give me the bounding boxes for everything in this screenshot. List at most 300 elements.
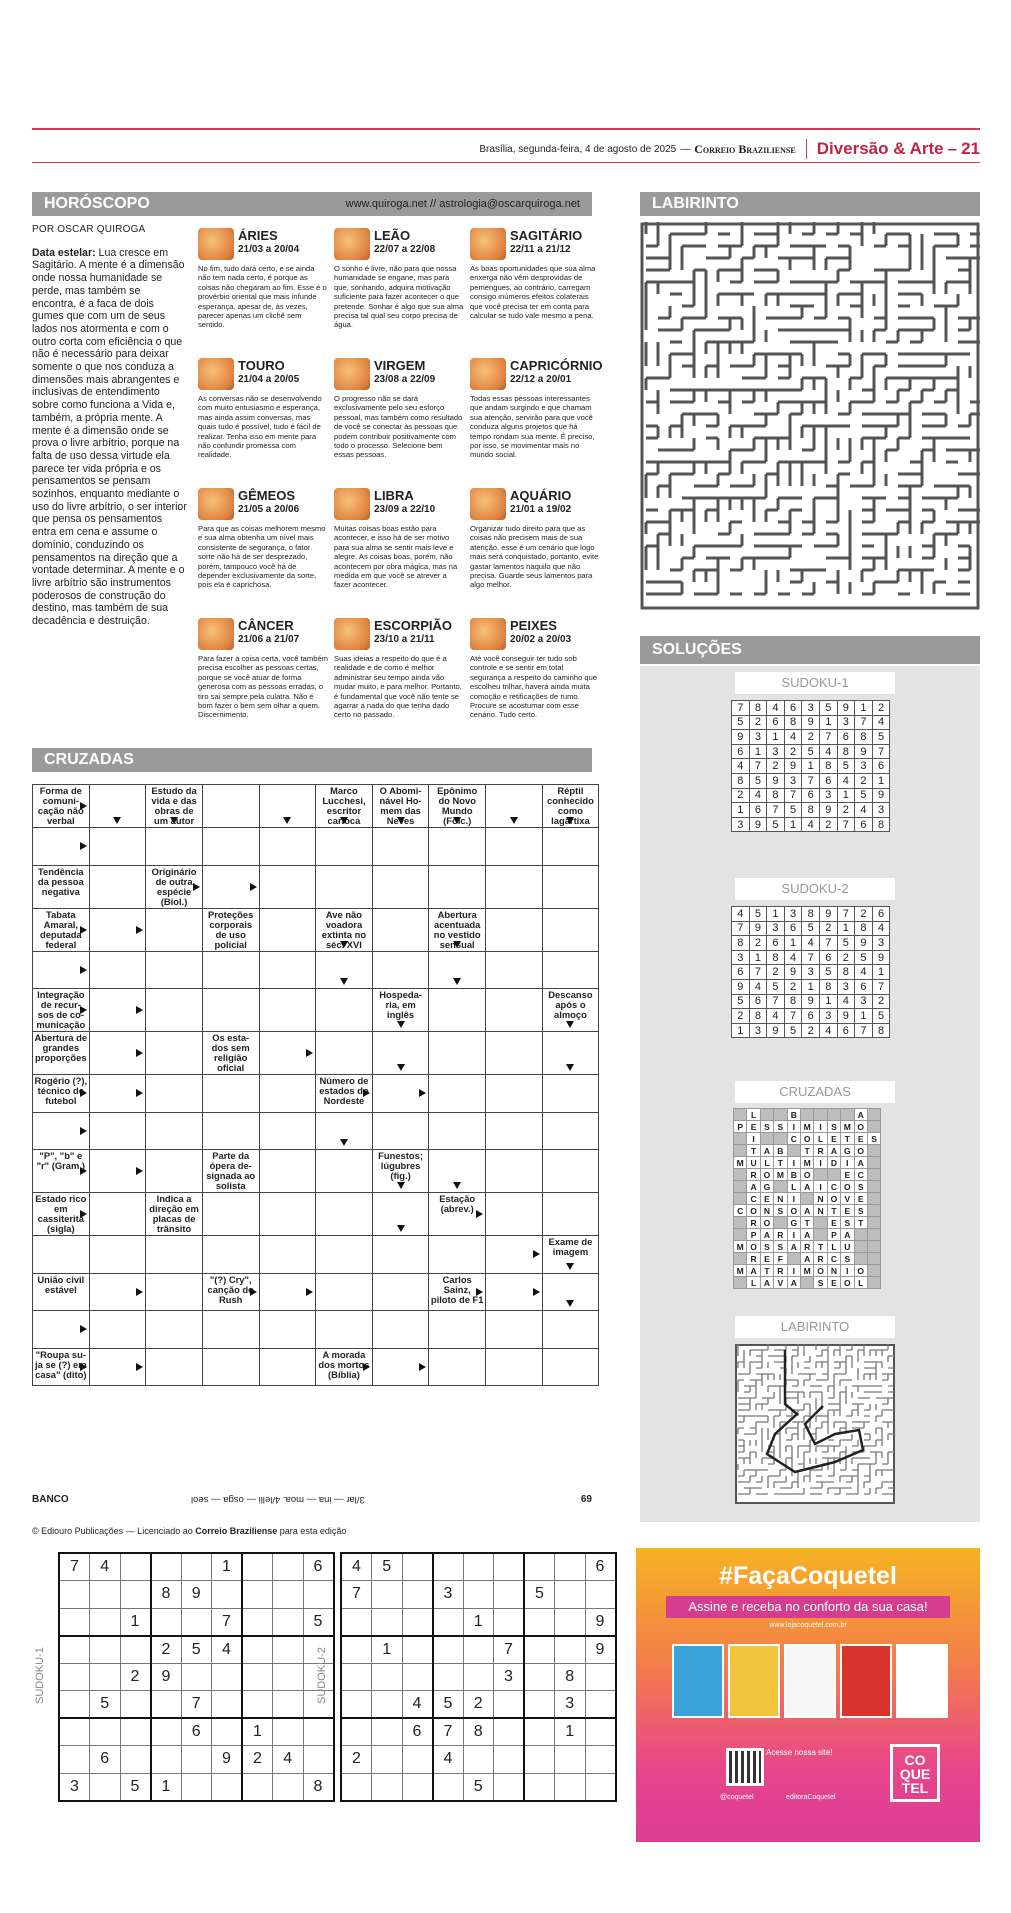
- crossword-cell[interactable]: [486, 828, 543, 866]
- sudoku1-cell[interactable]: [59, 1663, 90, 1691]
- crossword-clue: Ave não voadora extinta no séc. XVI: [316, 908, 373, 951]
- sudoku2-cell[interactable]: [463, 1746, 494, 1774]
- sudoku1-cell[interactable]: [90, 1581, 121, 1609]
- crossword-cell[interactable]: [486, 1236, 543, 1274]
- sol-cruzadas-cell: B: [774, 1145, 787, 1157]
- sol-sudoku1-cell: 1: [749, 744, 767, 759]
- sudoku2-cell[interactable]: [494, 1718, 525, 1746]
- sudoku2-cell[interactable]: [372, 1691, 403, 1719]
- sudoku1-cell[interactable]: [181, 1773, 212, 1801]
- sudoku2-cell[interactable]: [372, 1718, 403, 1746]
- sudoku2-cell[interactable]: [555, 1581, 586, 1609]
- crossword-cell[interactable]: [316, 865, 373, 908]
- sudoku1-cell[interactable]: [273, 1663, 304, 1691]
- sol-cruzadas-cell: S: [774, 1241, 787, 1253]
- sol-cruzadas-cell: R: [800, 1241, 813, 1253]
- crossword-cell[interactable]: [259, 1112, 316, 1150]
- crossword-cell[interactable]: [259, 989, 316, 1032]
- sudoku1-cell[interactable]: [242, 1553, 273, 1581]
- crossword-cell[interactable]: [89, 785, 146, 828]
- sudoku2-cell[interactable]: [341, 1773, 372, 1801]
- sol-cruzadas-cell: [734, 1229, 747, 1241]
- sudoku2-cell[interactable]: [341, 1718, 372, 1746]
- sudoku2-cell[interactable]: [585, 1691, 616, 1719]
- crossword-clue: Descanso após o almoço: [542, 989, 599, 1032]
- crossword-cell[interactable]: [542, 951, 599, 989]
- crossword-cell[interactable]: [316, 1236, 373, 1274]
- sudoku1-cell[interactable]: [90, 1718, 121, 1746]
- sudoku2-cell[interactable]: [524, 1553, 555, 1581]
- sudoku2-cell[interactable]: [402, 1553, 433, 1581]
- crossword-cell[interactable]: [372, 1032, 429, 1075]
- crossword-cell[interactable]: [542, 1150, 599, 1193]
- crossword-clue: Abertura acentuada no vestido sensual: [429, 908, 486, 951]
- sudoku1-cell[interactable]: [181, 1608, 212, 1636]
- sudoku1-cell[interactable]: [59, 1636, 90, 1664]
- crossword-cell[interactable]: [429, 1150, 486, 1193]
- sudoku1-cell[interactable]: [273, 1553, 304, 1581]
- sol-sudoku2-cell: 5: [784, 1023, 802, 1038]
- crossword-cell[interactable]: [259, 1150, 316, 1193]
- sudoku2-cell[interactable]: [341, 1663, 372, 1691]
- sol-cruzadas-cell: S: [867, 1133, 880, 1145]
- crossword-cell[interactable]: [89, 951, 146, 989]
- sudoku1-cell[interactable]: [59, 1746, 90, 1774]
- crossword-cell[interactable]: [259, 1273, 316, 1311]
- crossword-cell[interactable]: [202, 1236, 259, 1274]
- crossword-cell[interactable]: [146, 1311, 203, 1349]
- sudoku2-cell[interactable]: [494, 1746, 525, 1774]
- sudoku2-cell[interactable]: [494, 1581, 525, 1609]
- crossword-cell[interactable]: [202, 1311, 259, 1349]
- sudoku2-cell[interactable]: [555, 1608, 586, 1636]
- sudoku1-cell[interactable]: [242, 1691, 273, 1719]
- crossword-cell[interactable]: [542, 865, 599, 908]
- sudoku2-cell[interactable]: [341, 1636, 372, 1664]
- crossword-cell[interactable]: [33, 1112, 90, 1150]
- crossword-cell[interactable]: [429, 989, 486, 1032]
- sudoku2-cell: 5: [463, 1773, 494, 1801]
- crossword-cell[interactable]: [542, 1273, 599, 1311]
- sol-sudoku1-cell: 3: [837, 715, 855, 730]
- sudoku2-cell[interactable]: [463, 1663, 494, 1691]
- sudoku1-cell[interactable]: [90, 1663, 121, 1691]
- crossword-clue: Exame de imagem: [542, 1236, 599, 1274]
- sudoku1-cell[interactable]: [120, 1691, 151, 1719]
- crossword-cell[interactable]: [486, 1273, 543, 1311]
- sudoku2-cell[interactable]: [524, 1691, 555, 1719]
- sol-cruzadas-cell: O: [841, 1181, 854, 1193]
- sudoku1-cell[interactable]: [273, 1691, 304, 1719]
- sudoku2-cell[interactable]: [524, 1663, 555, 1691]
- sudoku2-cell: 5: [372, 1553, 403, 1581]
- crossword-cell[interactable]: [316, 1193, 373, 1236]
- crossword-cell[interactable]: [429, 1311, 486, 1349]
- coquetel-logo: CO QUE TEL: [890, 1744, 940, 1802]
- crossword-cell[interactable]: [542, 908, 599, 951]
- sudoku2-cell[interactable]: [402, 1608, 433, 1636]
- sol-sudoku1-cell: 7: [767, 803, 785, 818]
- crossword-cell[interactable]: [146, 989, 203, 1032]
- crossword-cell[interactable]: [202, 1193, 259, 1236]
- crossword-cell[interactable]: [486, 951, 543, 989]
- sudoku1-cell[interactable]: [181, 1746, 212, 1774]
- sudoku1-cell[interactable]: [242, 1581, 273, 1609]
- sudoku2-cell[interactable]: [524, 1746, 555, 1774]
- crossword-cell[interactable]: [486, 1032, 543, 1075]
- ad-social-2: editoraCoquetel: [786, 1794, 836, 1801]
- sudoku2-cell[interactable]: [585, 1663, 616, 1691]
- crossword-cell[interactable]: [202, 1112, 259, 1150]
- sol-sudoku1-cell: 7: [784, 788, 802, 803]
- sudoku2-cell[interactable]: [585, 1581, 616, 1609]
- crossword-cell[interactable]: [202, 989, 259, 1032]
- crossword-cell[interactable]: [146, 1348, 203, 1386]
- crossword-cell[interactable]: [429, 951, 486, 989]
- sudoku2-cell[interactable]: [585, 1746, 616, 1774]
- crossword-cell[interactable]: [316, 828, 373, 866]
- crossword-cell[interactable]: [259, 1236, 316, 1274]
- crossword-cell[interactable]: [89, 1150, 146, 1193]
- sudoku2-cell[interactable]: [402, 1663, 433, 1691]
- crossword-cell[interactable]: [316, 1112, 373, 1150]
- sudoku2-cell[interactable]: [402, 1581, 433, 1609]
- sudoku1-cell[interactable]: [151, 1553, 182, 1581]
- sudoku1-cell[interactable]: [273, 1773, 304, 1801]
- crossword-cell[interactable]: [429, 865, 486, 908]
- sudoku2-cell[interactable]: [524, 1718, 555, 1746]
- crossword-cell[interactable]: [202, 828, 259, 866]
- crossword-cell[interactable]: [372, 1236, 429, 1274]
- sudoku1-cell[interactable]: [120, 1636, 151, 1664]
- crossword-cell[interactable]: [429, 1032, 486, 1075]
- crossword-cell[interactable]: [372, 865, 429, 908]
- sign-name: ÁRIES: [238, 228, 278, 243]
- sudoku2-cell[interactable]: [433, 1636, 464, 1664]
- crossword-cell[interactable]: [33, 1311, 90, 1349]
- horoscope-bar: [32, 192, 592, 216]
- crossword-cell[interactable]: [429, 1236, 486, 1274]
- crossword-cell[interactable]: [146, 1075, 203, 1113]
- sol-sudoku1-grid: [731, 700, 890, 832]
- crossword-cell[interactable]: [202, 951, 259, 989]
- sudoku1-cell[interactable]: [151, 1691, 182, 1719]
- crossword-cell[interactable]: [33, 1236, 90, 1274]
- crossword-cell[interactable]: [89, 828, 146, 866]
- crossword-cell[interactable]: [429, 1348, 486, 1386]
- crossword-cell[interactable]: [259, 828, 316, 866]
- crossword-cell[interactable]: [259, 1193, 316, 1236]
- crossword-cell[interactable]: [89, 1032, 146, 1075]
- crossword-cell[interactable]: [372, 1348, 429, 1386]
- sudoku2-cell[interactable]: [372, 1581, 403, 1609]
- crossword-cell[interactable]: [89, 1311, 146, 1349]
- crossword-clue: Carlos Sainz, piloto de F1: [429, 1273, 486, 1311]
- sudoku1-cell[interactable]: [242, 1608, 273, 1636]
- crossword-cell[interactable]: [202, 1075, 259, 1113]
- crossword-cell[interactable]: [429, 1112, 486, 1150]
- sudoku2-cell[interactable]: [372, 1773, 403, 1801]
- crossword-cell[interactable]: [146, 1273, 203, 1311]
- sudoku1-cell[interactable]: [273, 1718, 304, 1746]
- sol-cruzadas-cell: R: [774, 1229, 787, 1241]
- sudoku2-cell: 6: [585, 1553, 616, 1581]
- sudoku2-cell[interactable]: [555, 1636, 586, 1664]
- crossword-cell[interactable]: [486, 1311, 543, 1349]
- crossword-cell[interactable]: [542, 1193, 599, 1236]
- sudoku1-cell[interactable]: [181, 1663, 212, 1691]
- sudoku2-cell[interactable]: [433, 1773, 464, 1801]
- crossword-cell[interactable]: [202, 785, 259, 828]
- sudoku2-cell[interactable]: [494, 1691, 525, 1719]
- sol-sudoku1-cell: 9: [855, 744, 873, 759]
- crossword-cell[interactable]: [89, 1236, 146, 1274]
- crossword-cell[interactable]: [89, 1112, 146, 1150]
- sudoku2-cell[interactable]: [585, 1773, 616, 1801]
- coquetel-ad[interactable]: [636, 1548, 980, 1842]
- sudoku1-grid: [58, 1552, 335, 1802]
- sol-sudoku2-cell: 9: [872, 950, 890, 965]
- crossword-cell[interactable]: [33, 828, 90, 866]
- ad-access: Acesse nossa site!: [766, 1748, 833, 1757]
- crossword-cell[interactable]: [542, 828, 599, 866]
- sudoku2-cell[interactable]: [463, 1636, 494, 1664]
- sudoku2-cell[interactable]: [463, 1581, 494, 1609]
- sol-cruzadas-cell: R: [747, 1217, 760, 1229]
- sol-cruzadas-cell: O: [854, 1121, 867, 1133]
- crossword-cell[interactable]: [429, 828, 486, 866]
- sudoku2-cell: 5: [524, 1581, 555, 1609]
- crossword-cell[interactable]: [486, 1112, 543, 1150]
- sudoku1-cell: 5: [303, 1608, 334, 1636]
- sudoku2-cell[interactable]: [555, 1746, 586, 1774]
- sudoku1-cell[interactable]: [120, 1553, 151, 1581]
- sudoku1-cell[interactable]: [181, 1553, 212, 1581]
- crossword-cell[interactable]: [259, 1311, 316, 1349]
- crossword-cell[interactable]: [372, 908, 429, 951]
- sudoku2-cell[interactable]: [402, 1636, 433, 1664]
- crossword-cell[interactable]: [259, 785, 316, 828]
- sol-sudoku1-cell: 7: [749, 759, 767, 774]
- sudoku2-cell: 1: [463, 1608, 494, 1636]
- sudoku1-cell[interactable]: [242, 1636, 273, 1664]
- crossword-cell[interactable]: [89, 865, 146, 908]
- sudoku1-cell[interactable]: [212, 1663, 243, 1691]
- sign-text: As conversas não se desenvolvendo com muito entusiasmo e esperança, mas ainda assim conversas, mas quais tudo é possível, tudo é fácil de realizar. Tenha isso em mente para não confundir promessa com realidade.: [198, 394, 322, 460]
- crossword-cell[interactable]: [372, 951, 429, 989]
- sudoku2-cell[interactable]: [494, 1773, 525, 1801]
- crossword-cell[interactable]: [542, 1032, 599, 1075]
- sol-cruzadas-cell: A: [854, 1109, 867, 1121]
- crossword-cell[interactable]: [486, 1348, 543, 1386]
- sudoku1-cell[interactable]: [212, 1691, 243, 1719]
- sudoku2-cell[interactable]: [402, 1746, 433, 1774]
- sudoku1-cell[interactable]: [212, 1773, 243, 1801]
- crossword-cell[interactable]: [259, 908, 316, 951]
- crossword-cell[interactable]: [146, 1150, 203, 1193]
- sol-cruzadas-cell: [867, 1157, 880, 1169]
- crossword-cell[interactable]: [542, 1311, 599, 1349]
- sudoku1-cell[interactable]: [273, 1636, 304, 1664]
- zodiac-icon: [198, 358, 234, 390]
- sol-cruzadas-cell: S: [760, 1121, 773, 1133]
- sudoku2-cell[interactable]: [372, 1608, 403, 1636]
- crossword-cell[interactable]: [89, 1075, 146, 1113]
- crossword-cell[interactable]: [316, 1273, 373, 1311]
- sudoku2-cell[interactable]: [494, 1608, 525, 1636]
- sign-text: O sonho é livre, não para que nossa humanidade se engane, mas para que, sonhando, adquira motivação suficiente para fazer acontecer o que pretende. Sonhar é algo que sua alma precisa tal qual seu corpo precisa de água.: [334, 264, 464, 330]
- crossword-cell[interactable]: [429, 1075, 486, 1113]
- sol-sudoku1-cell: 7: [819, 730, 837, 745]
- zodiac-icon: [198, 618, 234, 650]
- crossword-cell[interactable]: [89, 1193, 146, 1236]
- sol-sudoku1-cell: 9: [784, 759, 802, 774]
- sol-cruzadas-cell: [760, 1133, 773, 1145]
- sol-sudoku1-cell: 4: [802, 817, 820, 832]
- sol-sudoku2-cell: 7: [819, 936, 837, 951]
- sudoku1-cell[interactable]: [59, 1581, 90, 1609]
- crossword-cell[interactable]: [486, 785, 543, 828]
- sudoku2-cell[interactable]: [341, 1691, 372, 1719]
- crossword-cell[interactable]: [259, 1032, 316, 1075]
- sudoku1-cell[interactable]: [273, 1608, 304, 1636]
- crossword-cell[interactable]: [486, 1193, 543, 1236]
- sudoku1-cell[interactable]: [151, 1718, 182, 1746]
- crossword-cell[interactable]: [316, 1150, 373, 1193]
- crossword-clue: Marco Lucchesi, escritor carioca: [316, 785, 373, 828]
- sol-sudoku1-cell: 5: [819, 701, 837, 716]
- sudoku1-cell[interactable]: [90, 1636, 121, 1664]
- sudoku1-cell[interactable]: [212, 1581, 243, 1609]
- crossword-cell[interactable]: [259, 865, 316, 908]
- sol-cruzadas-cell: A: [800, 1229, 813, 1241]
- sudoku1-cell[interactable]: [242, 1663, 273, 1691]
- sudoku1-cell[interactable]: [120, 1581, 151, 1609]
- sudoku2-cell[interactable]: [341, 1608, 372, 1636]
- sudoku1-cell[interactable]: [151, 1608, 182, 1636]
- sol-sudoku2-cell: 4: [784, 950, 802, 965]
- sudoku1-cell[interactable]: [59, 1691, 90, 1719]
- crossword-cell[interactable]: [146, 1032, 203, 1075]
- sign-dates: 22/07 a 22/08: [374, 244, 436, 255]
- sol-cruzadas-cell: L: [827, 1241, 840, 1253]
- sudoku1-cell[interactable]: [151, 1746, 182, 1774]
- crossword-grid: [32, 784, 599, 1386]
- crossword-cell[interactable]: [542, 1075, 599, 1113]
- crossword-cell[interactable]: [542, 1112, 599, 1150]
- crossword-cell[interactable]: [372, 1075, 429, 1113]
- sudoku2-cell[interactable]: [585, 1718, 616, 1746]
- crossword-cell[interactable]: [146, 908, 203, 951]
- sign-text: Muitas coisas boas estão para acontecer, e isso há de ser motivo para sua alma se sentir mais leve e alegre. As coisas boas, porém, não acontecem por obra mágica, mas na medida em que você se atrever a fazer acontecer.: [334, 524, 458, 590]
- sol-sudoku1-cell: 7: [872, 744, 890, 759]
- sudoku1-cell: 3: [59, 1773, 90, 1801]
- crossword-cell[interactable]: [486, 1150, 543, 1193]
- crossword-cell[interactable]: [542, 1348, 599, 1386]
- sol-cruzadas-cell: V: [841, 1193, 854, 1205]
- crossword-cell[interactable]: [259, 951, 316, 989]
- sudoku1-cell[interactable]: [273, 1581, 304, 1609]
- sudoku1-cell[interactable]: [242, 1773, 273, 1801]
- crossword-cell[interactable]: [89, 1348, 146, 1386]
- crossword-cell[interactable]: [316, 951, 373, 989]
- crossword-cell[interactable]: [89, 989, 146, 1032]
- qr-code-icon[interactable]: [726, 1748, 764, 1786]
- crossword-cell[interactable]: [372, 1311, 429, 1349]
- sudoku2-cell[interactable]: [463, 1553, 494, 1581]
- sol-cruzadas-cell: G: [760, 1181, 773, 1193]
- crossword-cell[interactable]: [89, 1273, 146, 1311]
- crossword-cell[interactable]: [202, 865, 259, 908]
- sudoku1-cell: 1: [242, 1718, 273, 1746]
- crossword-cell[interactable]: [259, 1348, 316, 1386]
- crossword-cell[interactable]: [372, 1193, 429, 1236]
- crossword-cell[interactable]: [202, 1348, 259, 1386]
- crossword-cell[interactable]: [486, 1075, 543, 1113]
- sudoku1-cell[interactable]: [120, 1718, 151, 1746]
- sudoku1-cell[interactable]: [212, 1718, 243, 1746]
- crossword-cell[interactable]: [89, 908, 146, 951]
- sudoku2-cell[interactable]: [433, 1608, 464, 1636]
- sudoku2-cell[interactable]: [555, 1553, 586, 1581]
- crossword-cell[interactable]: [372, 828, 429, 866]
- sol-cruzadas-cell: [867, 1229, 880, 1241]
- sudoku2-cell[interactable]: [524, 1636, 555, 1664]
- sudoku2-cell[interactable]: [372, 1663, 403, 1691]
- crossword-cell[interactable]: [259, 1075, 316, 1113]
- crossword-clue: Estação (abrev.): [429, 1193, 486, 1236]
- crossword-cell[interactable]: [146, 951, 203, 989]
- sudoku2-cell[interactable]: [524, 1773, 555, 1801]
- ad-url[interactable]: www.lojacoquetel.com.br: [769, 1622, 847, 1629]
- sol-cruzadas-cell: P: [827, 1229, 840, 1241]
- crossword-cell[interactable]: [486, 865, 543, 908]
- sudoku1-cell[interactable]: [90, 1773, 121, 1801]
- crossword-cell[interactable]: [486, 989, 543, 1032]
- sol-cruzadas-cell: O: [800, 1133, 813, 1145]
- sudoku2-cell[interactable]: [372, 1746, 403, 1774]
- sudoku2-cell[interactable]: [555, 1773, 586, 1801]
- sol-sudoku2-cell: 8: [855, 921, 873, 936]
- sudoku2-cell[interactable]: [524, 1608, 555, 1636]
- crossword-cell[interactable]: [146, 1112, 203, 1150]
- sudoku2-cell[interactable]: [433, 1553, 464, 1581]
- crossword-cell[interactable]: [316, 1311, 373, 1349]
- crossword-cell[interactable]: [146, 1236, 203, 1274]
- crossword-cell[interactable]: [33, 951, 90, 989]
- crossword-cell[interactable]: [486, 908, 543, 951]
- sol-cruzadas-cell: [734, 1133, 747, 1145]
- crossword-cell[interactable]: [316, 1032, 373, 1075]
- sol-sudoku1-cell: 2: [749, 715, 767, 730]
- crossword-cell[interactable]: [372, 1273, 429, 1311]
- sudoku2-cell[interactable]: [433, 1663, 464, 1691]
- crossword-cell[interactable]: [146, 828, 203, 866]
- crossword-cell[interactable]: [316, 989, 373, 1032]
- sudoku1-cell[interactable]: [59, 1718, 90, 1746]
- horoscope-byline: POR OSCAR QUIROGA: [32, 224, 146, 235]
- sudoku1-cell[interactable]: [120, 1746, 151, 1774]
- sudoku2-cell[interactable]: [402, 1773, 433, 1801]
- sol-sudoku1-cell: 4: [819, 744, 837, 759]
- crossword-cell[interactable]: [372, 1112, 429, 1150]
- sudoku1-cell[interactable]: [59, 1608, 90, 1636]
- sudoku2-cell[interactable]: [494, 1553, 525, 1581]
- sudoku1-cell[interactable]: [90, 1608, 121, 1636]
- sol-sudoku1-cell: 6: [802, 788, 820, 803]
- sol-sudoku2-cell: 3: [767, 921, 785, 936]
- sudoku1-cell: 4: [212, 1636, 243, 1664]
